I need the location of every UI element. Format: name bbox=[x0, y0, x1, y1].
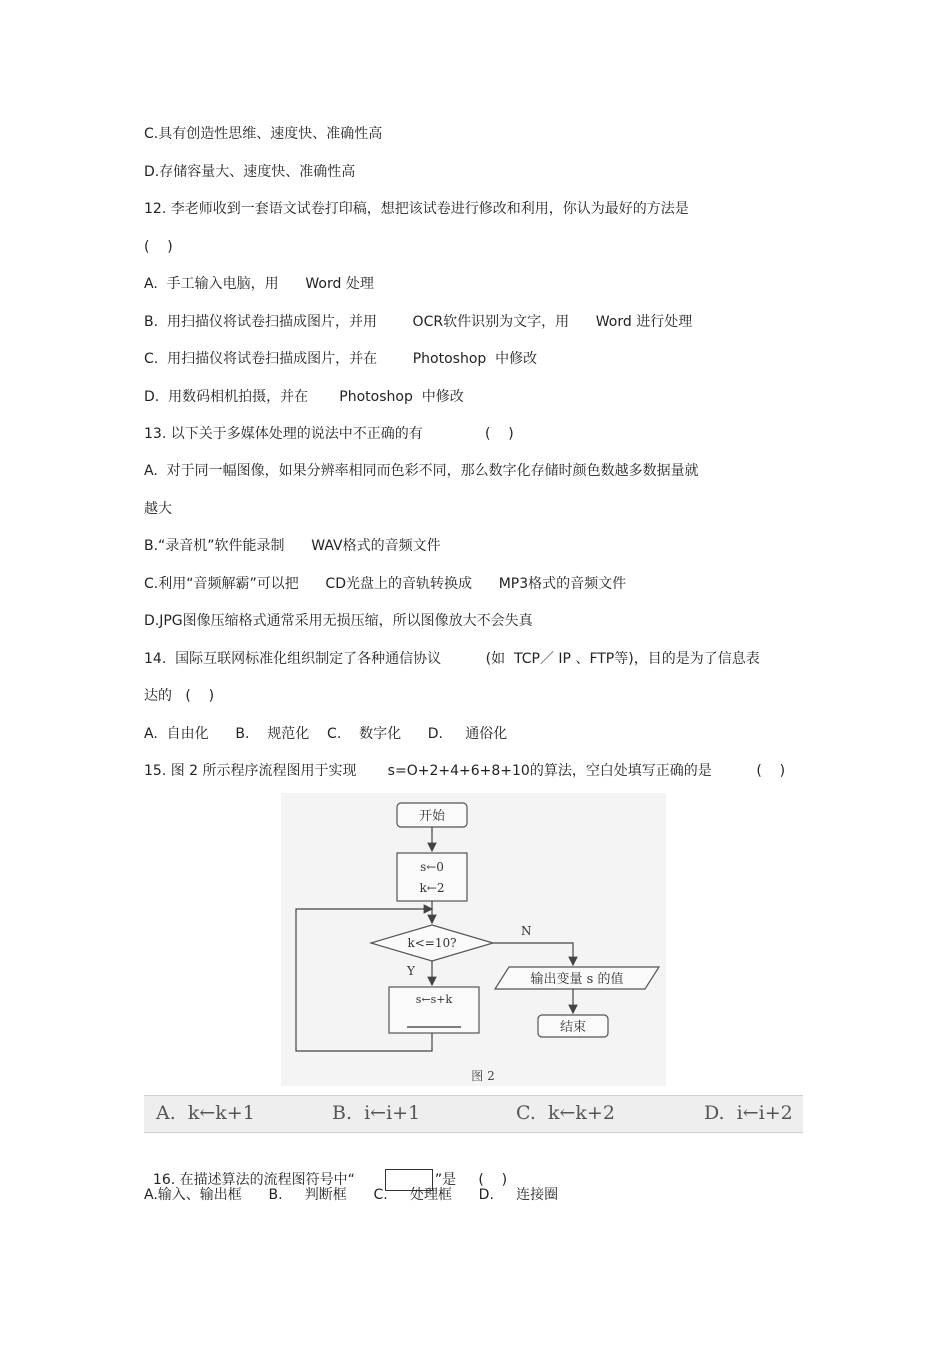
q16-stem-before: 16. 在描述算法的流程图符号中“ bbox=[152, 1172, 355, 1188]
flowchart-init-2: k←2 bbox=[419, 881, 445, 895]
q16-stem-after: ”是 ( ) bbox=[434, 1172, 508, 1188]
flowchart-yes-label: Y bbox=[407, 964, 415, 978]
line-q12-c: C. 用扫描仪将试卷扫描成图片，并在 Photoshop 中修改 bbox=[144, 351, 538, 367]
line-q12-a: A. 手工输入电脑，用 Word 处理 bbox=[144, 276, 374, 292]
q15-option-d: D. i←i+2 bbox=[704, 1102, 793, 1124]
line-q12-paren: ( ) bbox=[144, 239, 173, 255]
flowchart-init-1: s←0 bbox=[420, 860, 444, 874]
line-q14-cont: 达的 ( ) bbox=[144, 688, 215, 704]
q15-option-b: B. i←i+1 bbox=[332, 1102, 421, 1124]
flowchart-output-label: 输出变量 s 的值 bbox=[530, 972, 624, 987]
flowchart-end-label: 结束 bbox=[559, 1020, 587, 1035]
line-q12-d: D. 用数码相机拍摄，并在 Photoshop 中修改 bbox=[144, 389, 464, 405]
flowchart-process-label: s←s+k bbox=[415, 993, 453, 1006]
line-q13-a-cont: 越大 bbox=[144, 501, 172, 517]
line-q11-d: D.存储容量大、速度快、准确性高 bbox=[144, 164, 356, 180]
q15-option-c: C. k←k+2 bbox=[516, 1102, 615, 1124]
line-q13-d: D.JPG图像压缩格式通常采用无损压缩，所以图像放大不会失真 bbox=[144, 613, 533, 629]
line-q13-stem: 13. 以下关于多媒体处理的说法中不正确的有 ( ) bbox=[144, 426, 514, 442]
line-q13-c: C.利用“音频解霸”可以把 CD光盘上的音轨转换成 MP3格式的音频文件 bbox=[144, 576, 627, 592]
flowchart-figure bbox=[281, 793, 666, 1086]
line-q15-stem: 15. 图 2 所示程序流程图用于实现 s=O+2+4+6+8+10的算法，空白处填写正确的是 ( ) bbox=[144, 763, 786, 779]
line-q12-b: B. 用扫描仪将试卷扫描成图片，并用 OCR软件识别为文字，用 Word 进行处理 bbox=[144, 314, 693, 330]
flowchart-caption: 图 2 bbox=[471, 1069, 495, 1083]
flowchart-condition-label: k<=10? bbox=[407, 936, 457, 950]
line-q13-b: B.“录音机”软件能录制 WAV格式的音频文件 bbox=[144, 538, 441, 554]
line-q14-stem: 14. 国际互联网标准化组织制定了各种通信协议 (如 TCP／ IP 、FTP等)，目的是为了信息表 bbox=[144, 651, 760, 667]
q15-option-a: A. k←k+1 bbox=[156, 1102, 255, 1124]
flowchart-start-label: 开始 bbox=[418, 809, 446, 824]
flowchart-no-label: N bbox=[521, 924, 532, 938]
q15-options-strip bbox=[144, 1095, 803, 1133]
line-q14-options: A. 自由化 B. 规范化 C. 数字化 D. 通俗化 bbox=[144, 726, 508, 742]
line-q12-stem: 12. 李老师收到一套语文试卷打印稿，想把该试卷进行修改和利用，你认为最好的方法是 bbox=[144, 201, 689, 217]
line-q11-c: C.具有创造性思维、速度快、准确性高 bbox=[144, 126, 383, 142]
line-q13-a: A. 对于同一幅图像，如果分辨率相同而色彩不同，那么数字化存储时颜色数越多数据量就 bbox=[144, 463, 699, 479]
line-q16-options: A.输入、输出框 B. 判断框 C. 处理框 D. 连接圈 bbox=[144, 1187, 559, 1203]
